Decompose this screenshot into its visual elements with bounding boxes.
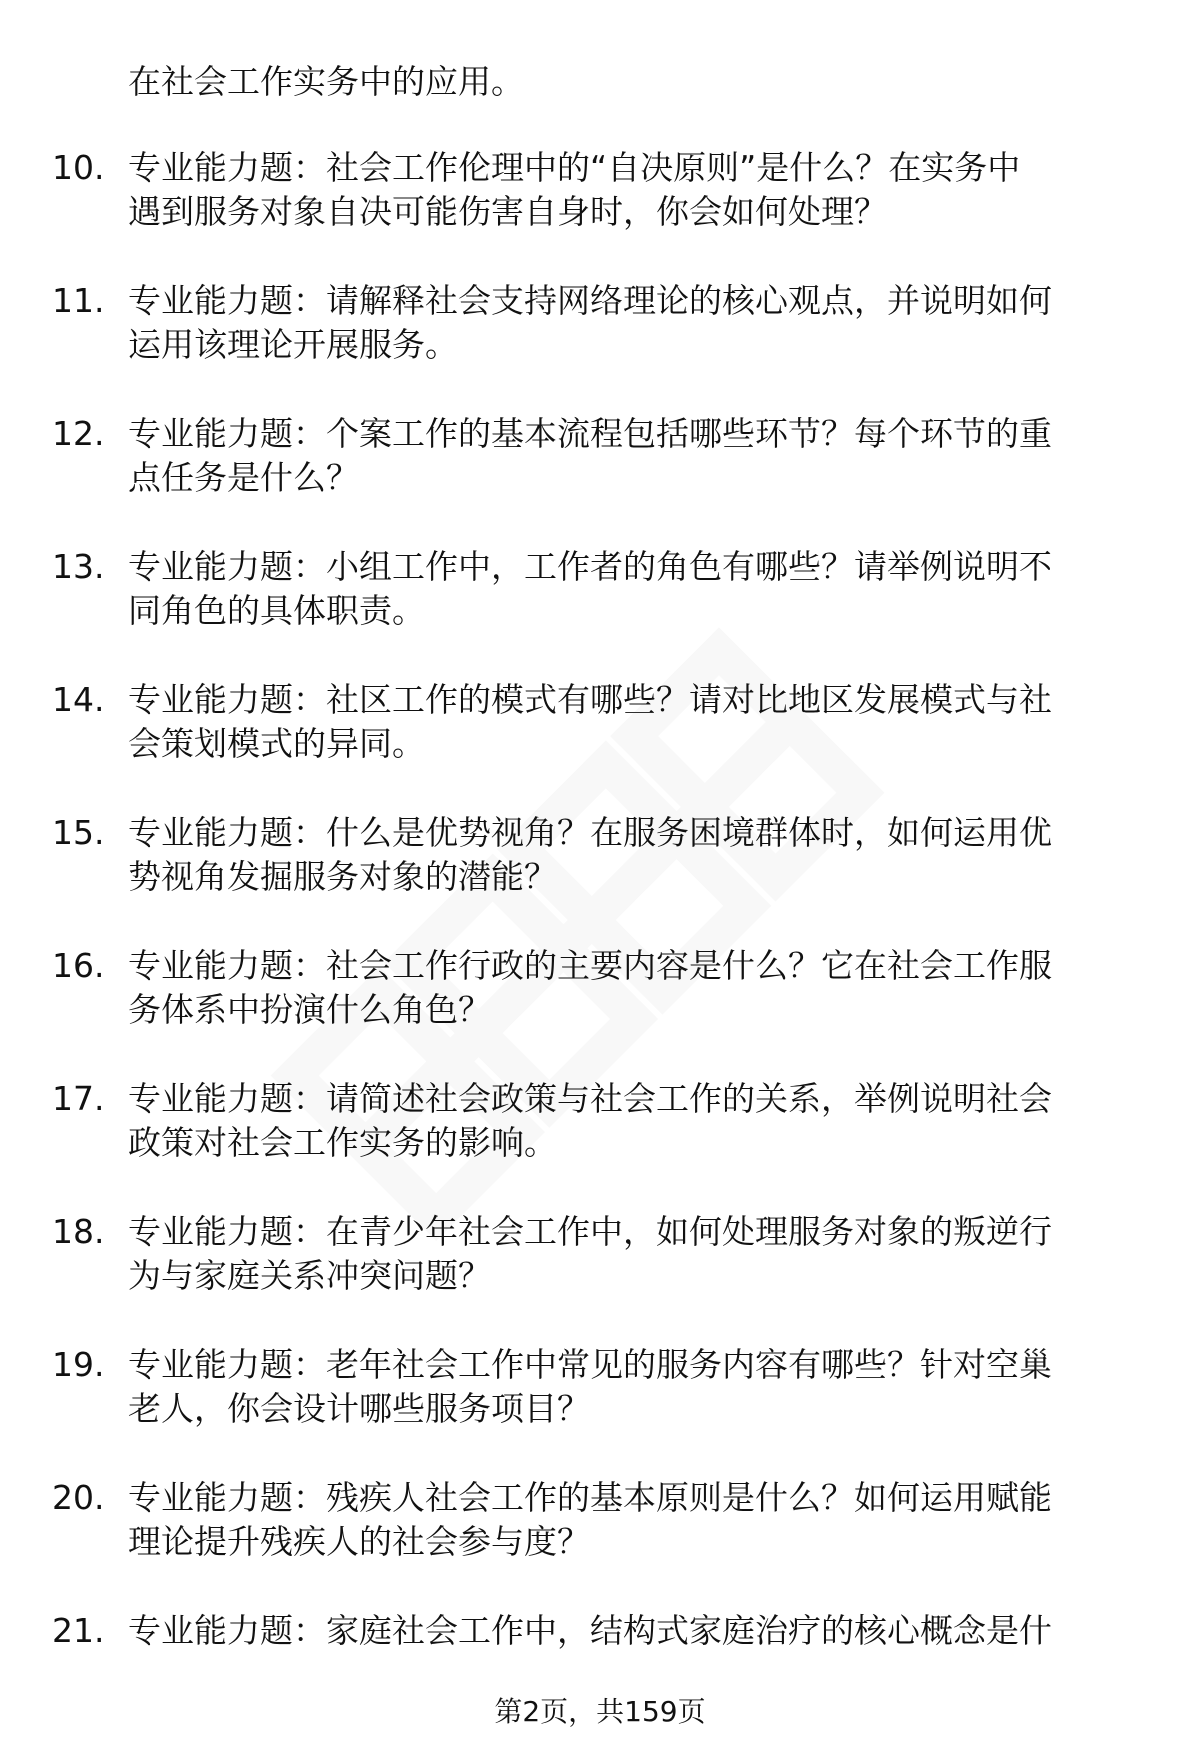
question-line: 理论提升残疾人的社会参与度？: [128, 1522, 590, 1561]
question-text: [128, 279, 1138, 367]
question-item: [0, 146, 1200, 279]
question-number: 14.: [52, 680, 105, 719]
question-list: [0, 146, 1200, 1742]
question-line: 遇到服务对象自决可能伤害自身时，你会如何处理？: [128, 192, 887, 231]
question-line: 势视角发掘服务对象的潜能？: [128, 857, 557, 896]
question-item: [0, 1077, 1200, 1210]
question-text: [128, 1343, 1138, 1431]
question-line: 专业能力题：社区工作的模式有哪些？请对比地区发展模式与社: [128, 680, 1052, 719]
question-line: 专业能力题：请解释社会支持网络理论的核心观点，并说明如何: [128, 281, 1052, 320]
question-text: [128, 944, 1138, 1032]
question-number: 19.: [52, 1345, 105, 1384]
question-item: [0, 1476, 1200, 1609]
question-number: 18.: [52, 1212, 105, 1251]
question-item: [0, 1343, 1200, 1476]
question-line: 政策对社会工作实务的影响。: [128, 1123, 557, 1162]
page-footer: 第2页，共159页: [494, 1695, 706, 1728]
question-number: 17.: [52, 1079, 105, 1118]
question-line: 专业能力题：社会工作伦理中的“自决原则”是什么？在实务中: [128, 148, 1021, 187]
question-text: [128, 678, 1138, 766]
question-number: 15.: [52, 813, 105, 852]
question-line: 专业能力题：老年社会工作中常见的服务内容有哪些？针对空巢: [128, 1345, 1052, 1384]
question-item: [0, 944, 1200, 1077]
question-text: [128, 1609, 1138, 1653]
question-line: 老人，你会设计哪些服务项目？: [128, 1389, 590, 1428]
question-text: [128, 1476, 1138, 1564]
question-line: 专业能力题：社会工作行政的主要内容是什么？它在社会工作服: [128, 946, 1052, 985]
question-line: 专业能力题：个案工作的基本流程包括哪些环节？每个环节的重: [128, 414, 1052, 453]
question-line: 务体系中扮演什么角色？: [128, 990, 491, 1029]
continuation-text: 在社会工作实务中的应用。: [128, 62, 524, 101]
question-item: [0, 279, 1200, 412]
question-item: [0, 811, 1200, 944]
question-text: [128, 1210, 1138, 1298]
question-number: 12.: [52, 414, 105, 453]
question-item: [0, 412, 1200, 545]
question-number: 11.: [52, 281, 105, 320]
question-number: 13.: [52, 547, 105, 586]
question-line: 为与家庭关系冲突问题？: [128, 1256, 491, 1295]
question-line: 点任务是什么？: [128, 458, 359, 497]
question-item: [0, 678, 1200, 811]
question-line: 专业能力题：小组工作中，工作者的角色有哪些？请举例说明不: [128, 547, 1052, 586]
question-number: 20.: [52, 1478, 105, 1517]
question-item: [0, 545, 1200, 678]
question-line: 运用该理论开展服务。: [128, 325, 458, 364]
question-line: 会策划模式的异同。: [128, 724, 425, 763]
question-line: 专业能力题：在青少年社会工作中，如何处理服务对象的叛逆行: [128, 1212, 1052, 1251]
question-text: [128, 412, 1138, 500]
question-text: [128, 146, 1138, 234]
question-line: 专业能力题：什么是优势视角？在服务困境群体时，如何运用优: [128, 813, 1052, 852]
question-number: 16.: [52, 946, 105, 985]
question-number: 21.: [52, 1611, 105, 1650]
question-line: 同角色的具体职责。: [128, 591, 425, 630]
question-text: [128, 545, 1138, 633]
question-text: [128, 811, 1138, 899]
question-line: 专业能力题：家庭社会工作中，结构式家庭治疗的核心概念是什: [128, 1611, 1052, 1650]
question-line: 专业能力题：残疾人社会工作的基本原则是什么？如何运用赋能: [128, 1478, 1052, 1517]
question-text: [128, 1077, 1138, 1165]
question-number: 10.: [52, 148, 105, 187]
question-item: [0, 1210, 1200, 1343]
question-line: 专业能力题：请简述社会政策与社会工作的关系，举例说明社会: [128, 1079, 1052, 1118]
